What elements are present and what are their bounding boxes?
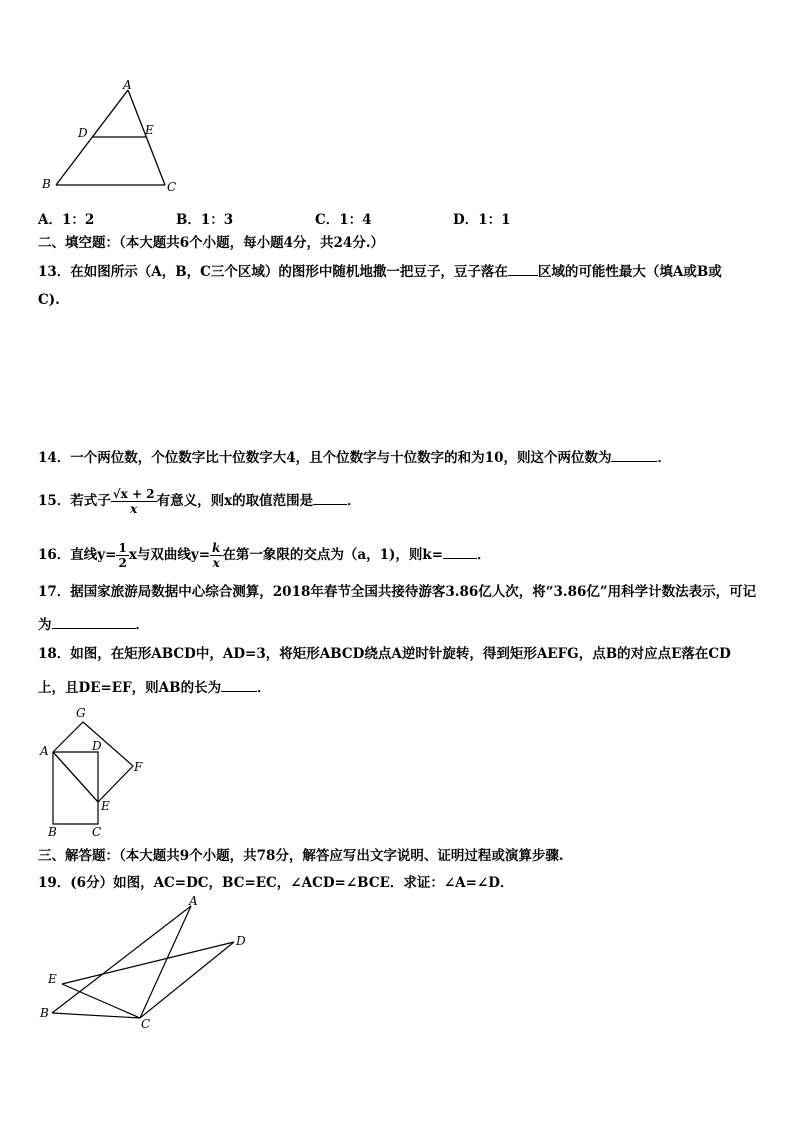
segment-ac <box>140 906 191 1018</box>
q16-text-mid: x与双曲线y= <box>128 547 211 563</box>
q16-fraction-1-numerator: 1 <box>118 541 127 555</box>
label-d: D <box>78 126 88 140</box>
q16-text-post: 在第一象限的交点为（a，1)，则k= <box>222 547 444 563</box>
q16-fraction-2 <box>210 541 222 570</box>
q18-text-pre: 上，且DE=EF，则AB的长为 <box>38 680 222 696</box>
q18-text-post: ． <box>257 680 271 696</box>
q16-fraction-1-denominator: 2 <box>118 556 127 570</box>
q16-line <box>38 538 491 572</box>
section2-heading: 二、填空题：（本大题共6个小题，每小题4分，共24分.） <box>38 235 385 251</box>
label-g: G <box>76 706 86 720</box>
label-b: B <box>40 1006 49 1020</box>
label-e: E <box>48 972 57 986</box>
q16-fraction-1 <box>116 541 128 570</box>
q17-line1: 17．据国家旅游局数据中心综合测算，2018年春节全国共接待游客3.86亿人次，将“3.86亿”用科学计数法表示，可记 <box>38 584 757 600</box>
label-d: D <box>92 739 102 753</box>
q18-line2 <box>38 677 271 697</box>
label-d: D <box>236 934 246 948</box>
q16-fraction-2-denominator: x <box>212 556 220 570</box>
label-b: B <box>48 825 57 839</box>
section3-heading: 三、解答题：（本大题共9个小题，共78分，解答应写出文字说明、证明过程或演算步骤. <box>38 848 564 864</box>
q15-text-post: 有意义，则x的取值范围是 <box>156 493 314 509</box>
q17-answer-blank[interactable] <box>52 614 136 629</box>
label-a: A <box>123 78 132 92</box>
label-c: C <box>141 1017 151 1031</box>
q19-line: 19．(6分）如图，AC=DC，BC=EC，∠ACD=∠BCE．求证：∠A=∠D． <box>38 875 514 891</box>
q13-line2: C). <box>38 292 60 308</box>
segment-ec <box>62 984 140 1018</box>
diagonal-ae <box>53 752 98 802</box>
choice-b: B．1：3 <box>176 212 234 228</box>
segment-bc <box>52 1013 140 1018</box>
label-c: C <box>167 180 177 194</box>
q17-line2 <box>38 614 149 634</box>
q18-line1: 18．如图，在矩形ABCD中，AD=3，将矩形ABCD绕点A逆时针旋转，得到矩形AEFG，点B的对应点E落在CD <box>38 646 731 662</box>
crossing-triangles-figure <box>36 895 256 1035</box>
q16-text-end: ． <box>477 547 491 563</box>
q16-answer-blank[interactable] <box>443 544 477 559</box>
q16-text-pre: 16．直线y= <box>38 547 117 563</box>
q15-fraction-denominator: x <box>130 502 138 516</box>
q16-fraction-2-numerator: k <box>212 541 221 555</box>
q15-answer-blank[interactable] <box>313 490 347 505</box>
choice-d: D．1：1 <box>453 212 511 228</box>
q15-text-end: ． <box>347 493 361 509</box>
triangle-figure <box>36 78 186 196</box>
label-e: E <box>145 123 154 137</box>
q17-text-post: ． <box>135 617 149 633</box>
q15-line <box>38 484 361 518</box>
segment-ab <box>52 906 191 1013</box>
q14-text-post: ． <box>657 450 671 466</box>
rectangle-rotation-figure <box>36 704 156 842</box>
label-a: A <box>189 895 198 908</box>
rectangle-aefg <box>53 722 133 802</box>
q15-fraction-numerator: √x + 2 <box>112 487 155 501</box>
q14-text-pre: 14．一个两位数，个位数字比十位数字大4，且个位数字与十位数字的和为10，则这个两位数为 <box>38 450 612 466</box>
label-e: E <box>101 799 110 813</box>
q18-answer-blank[interactable] <box>221 677 257 692</box>
q13-line1 <box>38 261 722 281</box>
rectangle-abcd <box>53 752 98 824</box>
label-a: A <box>40 744 49 758</box>
q17-text-pre: 为 <box>38 617 52 633</box>
choice-a: A．1：2 <box>38 212 95 228</box>
q14-line <box>38 447 671 467</box>
choice-c: C．1：4 <box>315 212 372 228</box>
q13-text-pre: 13．在如图所示（A，B，C三个区域）的图形中随机地撒一把豆子，豆子落在 <box>38 264 508 280</box>
q15-text-pre: 15．若式子 <box>38 493 111 509</box>
label-f: F <box>134 760 143 774</box>
label-b: B <box>42 177 51 191</box>
label-c: C <box>92 825 102 839</box>
q13-answer-blank[interactable] <box>508 261 538 276</box>
q13-text-post: 区域的可能性最大（填A或B或 <box>537 264 722 280</box>
q15-fraction <box>111 487 157 516</box>
q14-answer-blank[interactable] <box>611 447 657 462</box>
